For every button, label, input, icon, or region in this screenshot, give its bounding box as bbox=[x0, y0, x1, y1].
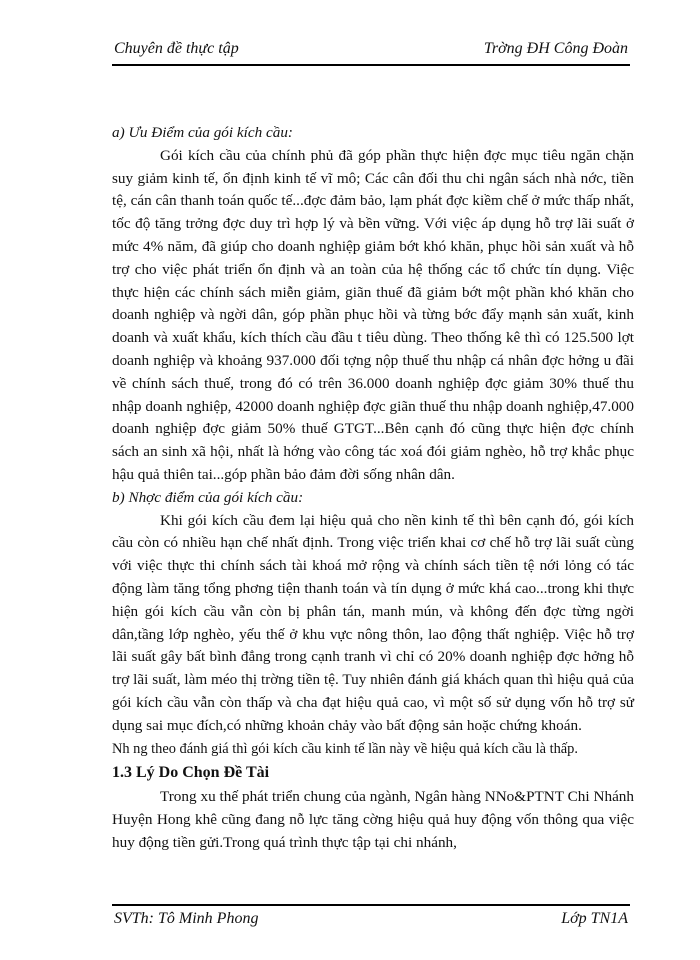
disadvantages-conclusion: Nh ng theo đánh giá thì gói kích cầu kinh tế lần này về hiệu quả kích cầu là thấp. bbox=[112, 740, 578, 757]
disadvantages-heading: b) Nhợc điểm của gói kích cầu: bbox=[112, 488, 304, 506]
section-heading-1-3: 1.3 Lý Do Chọn Đề Tài bbox=[112, 764, 270, 782]
reason-paragraph: Trong xu thế phát triển chung của ngành, Ngân hàng NNo&PTNT Chi Nhánh Huyện Hong khê cũng đang nỗ lực tăng cờng hiệu quả huy động vốn thông qua việc huy động tiền gửi.Trong quá trình thực tập tại chi nhánh, bbox=[112, 788, 634, 851]
advantages-paragraph: Gói kích cầu của chính phủ đã góp phần thực hiện đợc mục tiêu ngăn chặn suy giảm kinh tế, ổn định kinh tế vĩ mô; Các cân đối thu chi ngân sách nhà nớc, tiền tệ, cán cân thanh toán quốc tế...đợc đảm bảo, lạm phát đợc kiềm chế ở mức thấp nhất, tốc độ tăng trởng đợc duy trì hợp lý và bền vững. Với việc áp dụng hỗ trợ lãi suất ở mức 4% năm, đã giúp cho doanh nghiệp giảm bớt khó khăn, phục hồi sản xuất và hỗ trợ cho việc phát triển ổn định và an toàn của hệ thống các tổ chức tín dụng. Việc thực hiện các chính sách miễn giảm, giãn thuế đã giảm bớt một phần khó khăn cho doanh nghiệp và ngời dân, góp phần phục hồi và từng bớc đẩy mạnh sản xuất, kinh doanh và xuất khẩu, kích thích cầu đầu t tiêu dùng. Theo thống kê thì có 125.500 lợt doanh nghiệp và khoảng 937.000 đối tợng nộp thuế thu nhập cá nhân đợc hởng u đãi về chính sách thuế, trong đó có trên 36.000 doanh nghiệp đợc giảm 30% thuế thu nhập doanh nghiệp, 42000 doanh nghiệp đợc giãn thuế thu nhập doanh nghiệp,47.000 doanh nghiệp đợc giảm 50% thuế GTGT...Bên cạnh đó cũng thực hiện đợc chính sách an sinh xã hội, nhất là hớng vào công tác xoá đói giảm nghèo, hỗ trợ khắc phục hậu quả thiên tai...góp phần bảo đảm đời sống nhân dân. bbox=[112, 146, 634, 483]
advantages-heading: a) Ưu Điểm của gói kích cầu: bbox=[112, 124, 293, 141]
footer-student-name: SVTh: Tô Minh Phong bbox=[114, 910, 259, 927]
header-left-title: Chuyên đề thực tập bbox=[114, 40, 239, 57]
document-body bbox=[112, 122, 634, 855]
header-right-title: Trờng ĐH Công Đoàn bbox=[483, 40, 628, 57]
page-footer bbox=[112, 904, 630, 930]
disadvantages-paragraph: Khi gói kích cầu đem lại hiệu quả cho nền kinh tế thì bên cạnh đó, gói kích cầu còn có nhiều hạn chế nhất định. Trong việc triển khai cơ chế hỗ trợ lãi suất cùng với việc thực thi chính sách tài khoá mở rộng và chính sách tiền tệ nới lỏng có tác động làm tăng tổng phơng tiện thanh toán và tín dụng ở mức khá cao...trong khi thực hiện gói kích cầu vẫn còn bị phân tán, manh mún, và không đến đợc từng ngời dân,tầng lớp nghèo, yếu thế ở khu vực nông thôn, lao động thất nghiệp. Việc hỗ trợ lãi suất gây bất bình đẳng trong cạnh tranh vì chỉ có 20% doanh nghiệp đợc hởng hỗ trợ lãi suất, làm méo thị trờng tiền tệ. Tuy nhiên đánh giá khách quan thì hiệu quả của gói kích cầu vẫn còn thấp và cha đạt hiệu quả cao, vì một số sử dụng vốn hỗ trợ sử dụng sai mục đích,có những khoản chảy vào bất động sản hoặc chứng khoán. bbox=[112, 511, 634, 734]
footer-class: Lớp TN1A bbox=[561, 910, 628, 927]
page-header bbox=[112, 40, 630, 66]
